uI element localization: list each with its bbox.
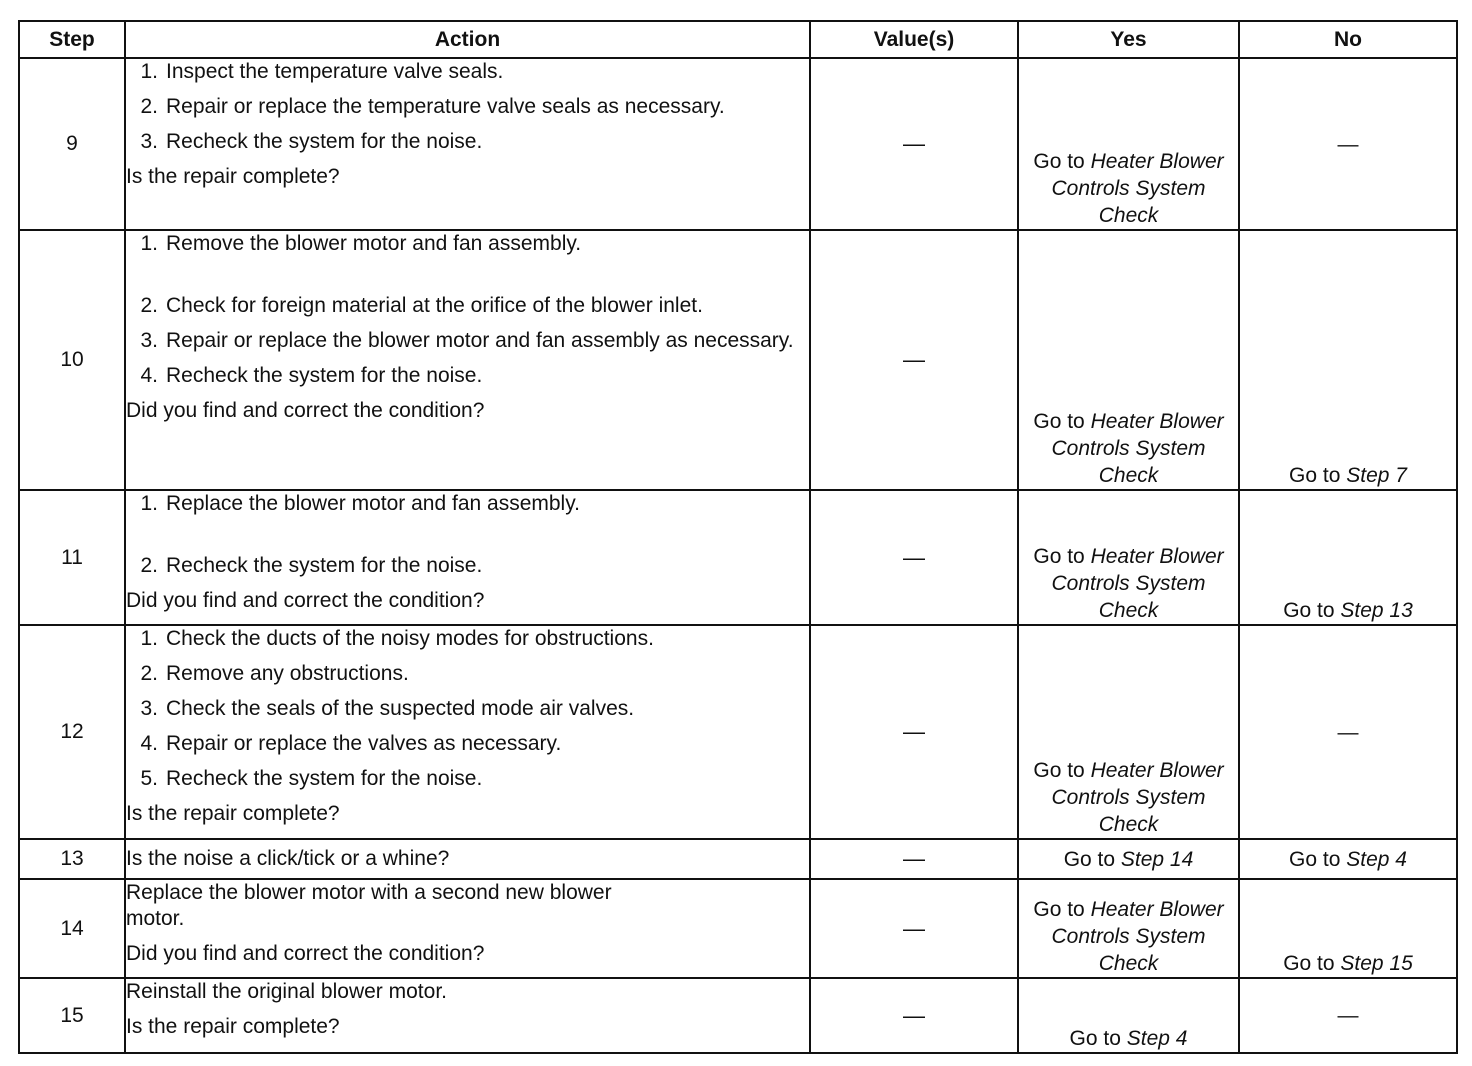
value-cell: — [810,58,1018,230]
header-action: Action [125,21,810,58]
action-cell [125,978,810,1053]
list-item: 1. Check the ducts of the noisy modes for obstructions. [140,627,654,650]
value-cell: — [810,839,1018,879]
list-item: 1. Remove the blower motor and fan assembly. [140,232,582,255]
yes-link[interactable]: Go to Heater Blower Controls System Check [1018,490,1239,625]
diagnostic-table [18,20,1458,1054]
list-item: 3. Check the seals of the suspected mode air valves. [140,697,635,720]
step-number: 15 [19,978,125,1053]
header-row [19,21,1457,58]
no-cell: — [1239,625,1457,839]
action-question: Is the noise a click/tick or a whine? [126,847,450,870]
action-question: Is the repair complete? [126,802,340,825]
no-link[interactable]: Go to Step 15 [1239,879,1457,978]
no-cell: — [1239,978,1457,1053]
header-yes: Yes [1018,21,1239,58]
list-item: 2. Remove any obstructions. [140,662,409,685]
value-cell: — [810,230,1018,490]
yes-link[interactable]: Go to Step 14 [1018,839,1239,879]
no-link[interactable]: Go to Step 13 [1239,490,1457,625]
no-cell: — [1239,58,1457,230]
list-item: 2. Check for foreign material at the orifice of the blower inlet. [140,294,703,317]
no-link[interactable]: Go to Step 7 [1239,230,1457,490]
value-cell: — [810,625,1018,839]
action-cell [125,230,810,490]
action-question: Is the repair complete? [126,1015,340,1038]
action-list [126,491,809,579]
list-item: 4. Repair or replace the valves as necessary. [140,732,562,755]
list-item: 3. Recheck the system for the noise. [140,130,483,153]
list-item: 3. Repair or replace the blower motor and fan assembly as necessary. [140,329,794,352]
table-row [19,625,1457,839]
action-question: Is the repair complete? [126,165,340,188]
action-text: Reinstall the original blower motor. [126,980,447,1003]
action-cell [125,58,810,230]
yes-link[interactable]: Go to Heater Blower Controls System Check [1018,879,1239,978]
action-question: Did you find and correct the condition? [126,399,485,422]
action-list [126,626,809,792]
table-row [19,230,1457,490]
table-row [19,490,1457,625]
header-values: Value(s) [810,21,1018,58]
step-number: 12 [19,625,125,839]
yes-link[interactable]: Go to Heater Blower Controls System Check [1018,625,1239,839]
action-text: Replace the blower motor with a second new blower motor. [126,881,612,930]
step-number: 14 [19,879,125,978]
table-row [19,58,1457,230]
step-number: 9 [19,58,125,230]
list-item: 2. Recheck the system for the noise. [140,554,483,577]
action-list [126,231,809,389]
table-row [19,879,1457,978]
list-item: 2. Repair or replace the temperature valve seals as necessary. [140,95,725,118]
value-cell: — [810,490,1018,625]
action-cell [125,839,810,879]
action-cell [125,879,810,978]
step-number: 10 [19,230,125,490]
value-cell: — [810,978,1018,1053]
header-step: Step [19,21,125,58]
list-item: 1. Replace the blower motor and fan assembly. [140,492,580,515]
header-no: No [1239,21,1457,58]
action-question: Did you find and correct the condition? [126,589,485,612]
no-link[interactable]: Go to Step 4 [1239,839,1457,879]
yes-link[interactable]: Go to Step 4 [1018,978,1239,1053]
step-number: 13 [19,839,125,879]
table-row [19,839,1457,879]
list-item: 4. Recheck the system for the noise. [140,364,483,387]
list-item: 5. Recheck the system for the noise. [140,767,483,790]
action-question: Did you find and correct the condition? [126,942,485,965]
step-number: 11 [19,490,125,625]
list-item: 1. Inspect the temperature valve seals. [140,60,504,83]
value-cell: — [810,879,1018,978]
yes-link[interactable]: Go to Heater Blower Controls System Check [1018,230,1239,490]
table-row [19,978,1457,1053]
action-list [126,59,809,155]
yes-link[interactable]: Go to Heater Blower Controls System Check [1018,58,1239,230]
action-cell [125,625,810,839]
action-cell [125,490,810,625]
